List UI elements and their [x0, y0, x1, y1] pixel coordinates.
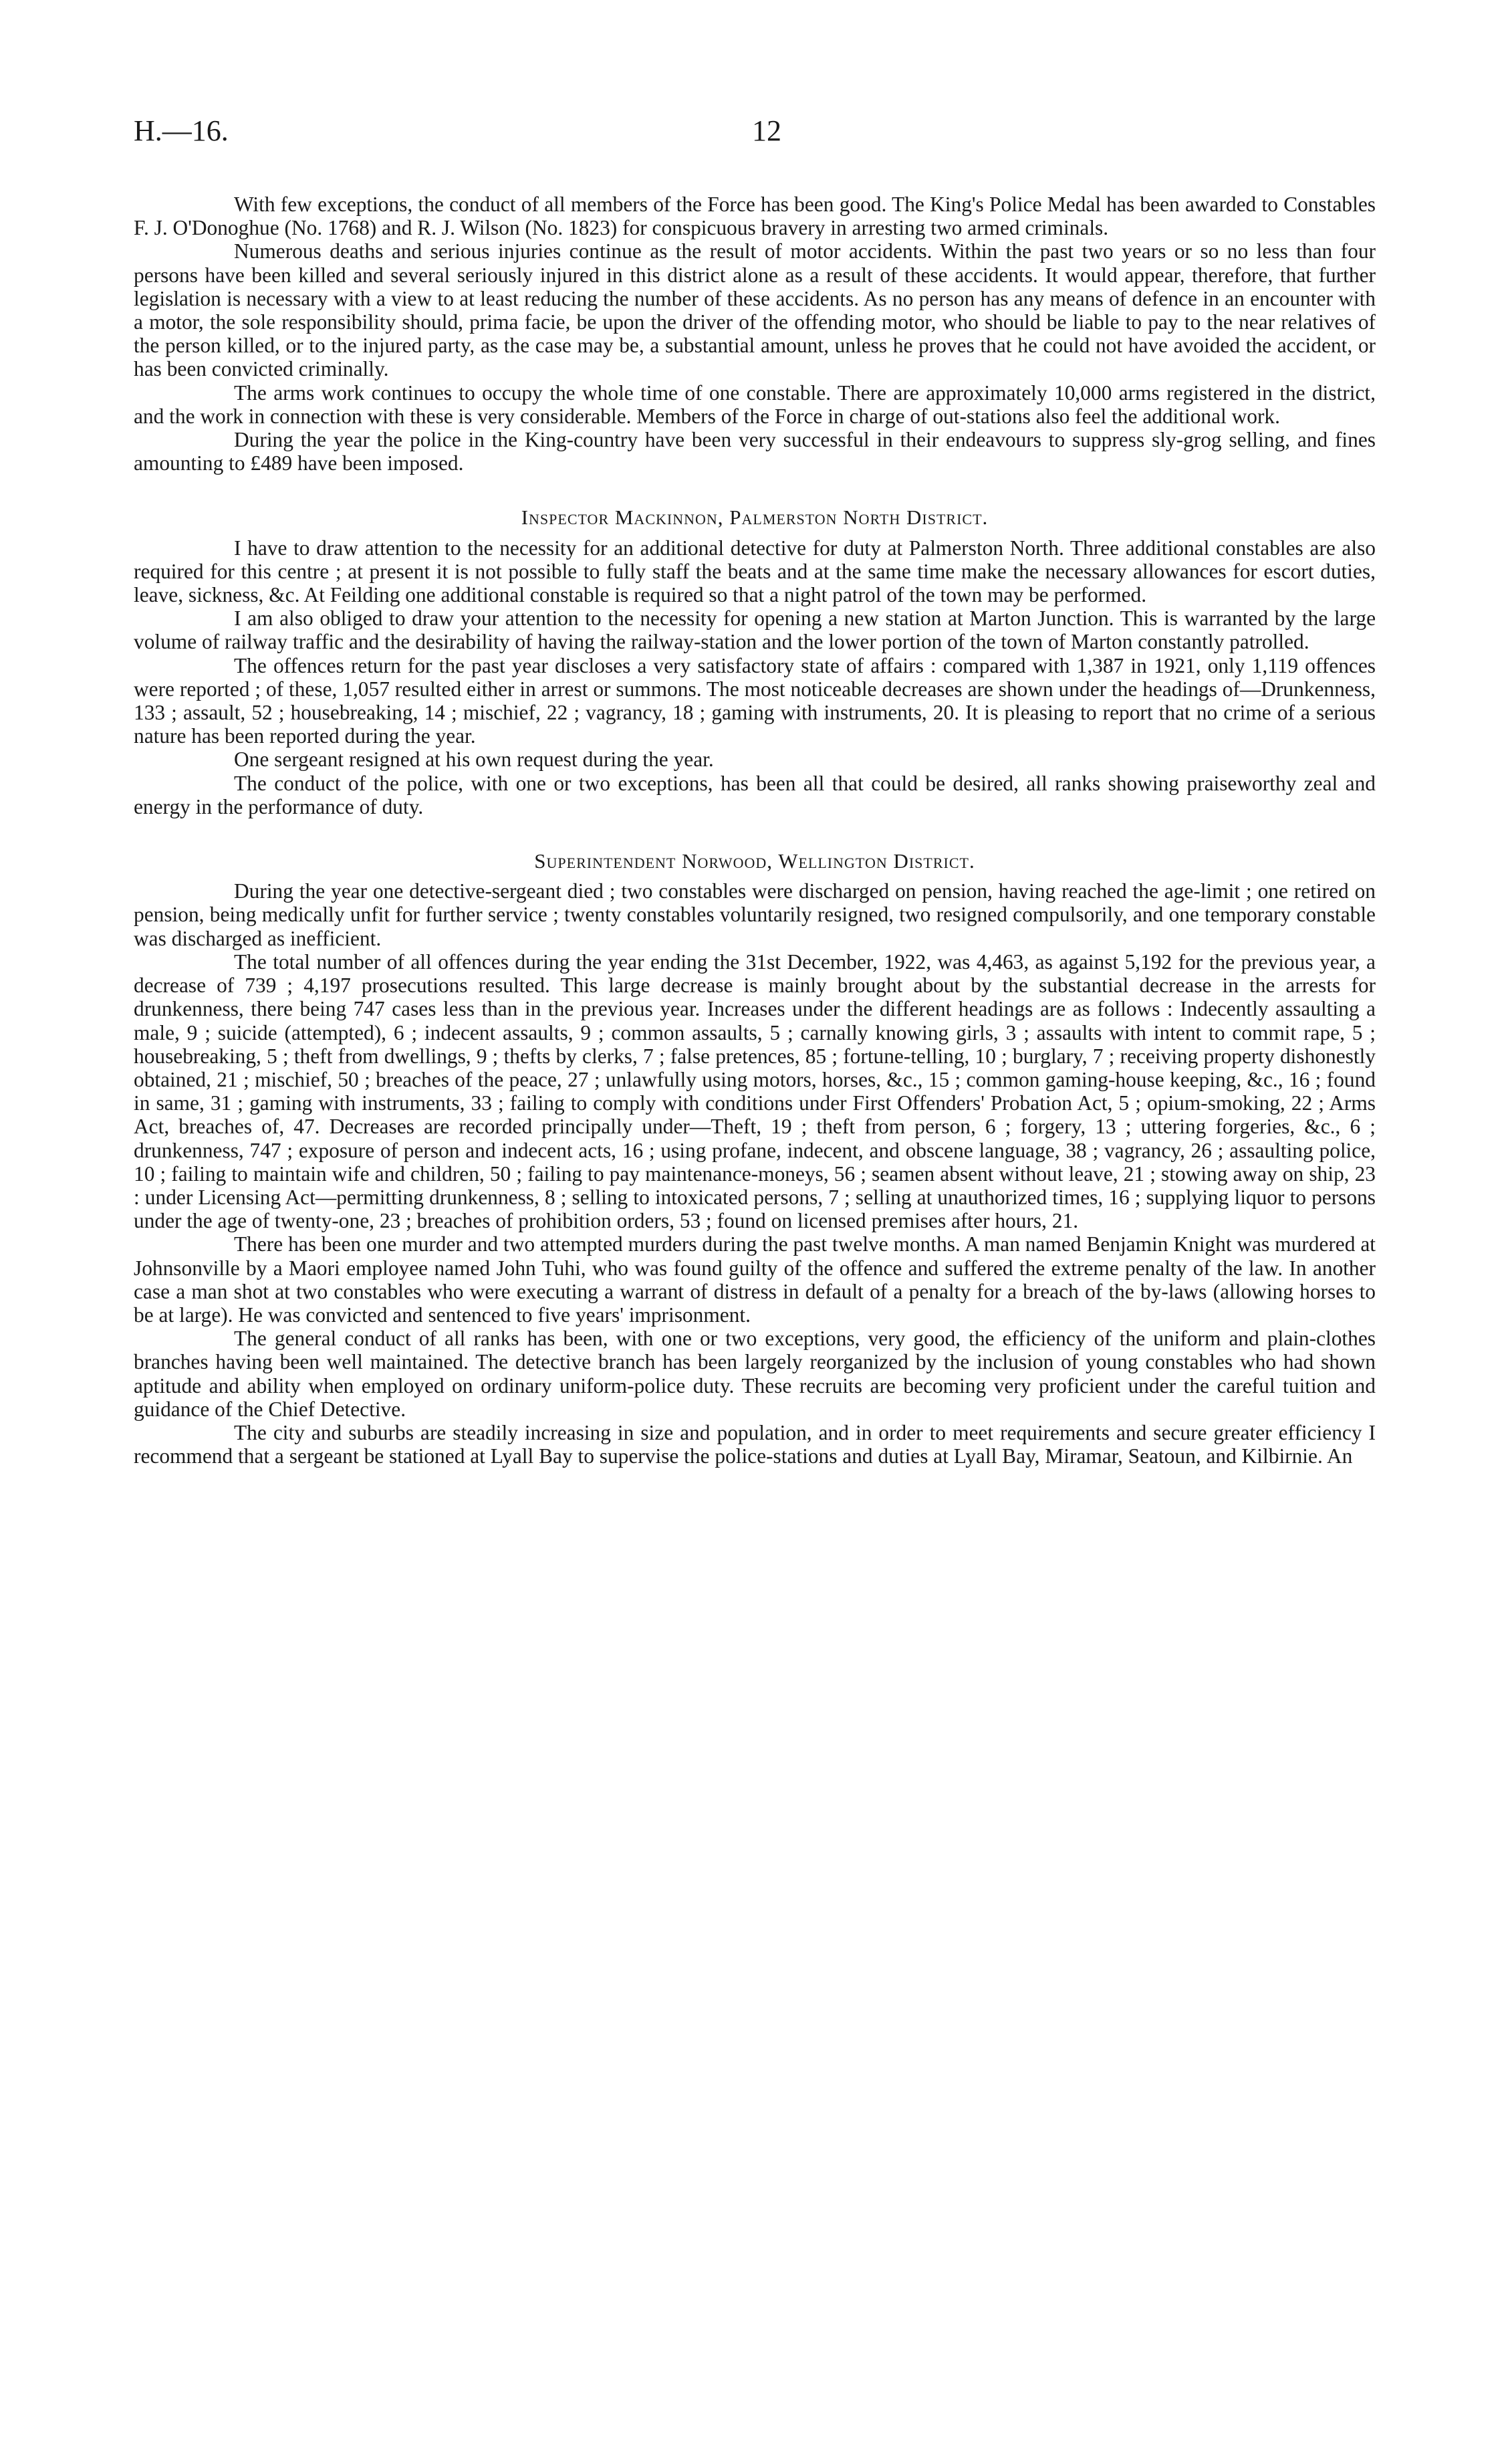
paragraph: During the year the police in the King-country have been very successful in their endeavours to suppress sly-grog selling, and fines amounting to £489 have been imposed. — [134, 428, 1376, 475]
document-reference: H.—16. — [134, 114, 229, 147]
paragraph: One sergeant resigned at his own request during the year. — [234, 748, 714, 772]
paragraph: The total number of all offences during the year ending the 31st December, 1922, was 4,463, as against 5,192 for the previous year, a decrease of 739 ; 4,197 prosecutions resulted. This large decrease is mainly brought about by the substantial decrease in the arrests for drunkenness, there being 747 cases less than in the previous year. Increases under the different headings are as follows : Indecently assaulting a male, 9 ; suicide (attempted), 6 ; indecent assaults, 9 ; common assaults, 5 ; carnally knowing girls, 3 ; assaults with intent to commit rape, 5 ; housebreaking, 5 ; theft from dwellings, 9 ; thefts by clerks, 7 ; false pretences, 85 ; fortune-telling, 10 ; burglary, 7 ; receiving property dishonestly obtained, 21 ; mischief, 50 ; breaches of the peace, 27 ; unlawfully using motors, horses, &c., 15 ; common gaming-house keeping, &c., 16 ; found in same, 31 ; gaming with instruments, 33 ; failing to comply with conditions under First Offenders' Probation Act, 5 ; opium-smoking, 22 ; Arms Act, breaches of, 47. Decreases are recorded principally under—Theft, 19 ; theft from person, 6 ; forgery, 13 ; uttering forgeries, &c., 6 ; drunkenness, 747 ; exposure of person and indecent acts, 16 ; using profane, indecent, and obscene language, 38 ; vagrancy, 26 ; assaulting police, 10 ; failing to maintain wife and children, 50 ; failing to pay maintenance-moneys, 56 ; seamen absent without leave, 21 ; stowing away on ship, 23 : under Licensing Act—permitting drunkenness, 8 ; selling to intoxicated persons, 7 ; selling at unauthorized times, 16 ; supplying liquor to persons under the age of twenty-one, 23 ; breaches of prohibition orders, 53 ; found on licensed premises after hours, 21. — [134, 949, 1376, 1233]
palmerston-north-section — [134, 506, 1376, 818]
paragraph: The offences return for the past year discloses a very satisfactory state of affairs : compared with 1,387 in 1921, only 1,119 offences were reported ; of these, 1,057 resulted either in arrest or summons. The most noticeable decreases are shown under the headings of—Drunkenness, 133 ; assault, 52 ; housebreaking, 14 ; mischief, 22 ; vagrancy, 18 ; gaming with instruments, 20. It is pleasing to report that no crime of a serious nature has been reported during the year. — [134, 653, 1376, 748]
paragraph: The conduct of the police, with one or two exceptions, has been all that could be desired, all ranks showing praiseworthy zeal and energy in the performance of duty. — [134, 771, 1376, 818]
paragraph: I am also obliged to draw your attention to the necessity for opening a new station at Marton Junction. This is warranted by the large volume of railway traffic and the desirability of having the railway-station and the lower portion of the town of Marton constantly patrolled. — [134, 606, 1376, 654]
section-heading: Superintendent Norwood, Wellington District. — [534, 849, 975, 873]
wellington-section — [134, 849, 1376, 1468]
body-text — [134, 193, 1376, 1468]
paragraph: During the year one detective-sergeant died ; two constables were discharged on pension, having reached the age-limit ; one retired on pension, being medically unfit for further service ; twenty constables voluntarily resigned, two resigned compulsorily, and one temporary constable was discharged as inefficient. — [134, 879, 1376, 950]
paragraph: There has been one murder and two attempted murders during the past twelve months. A man named Benjamin Knight was murdered at Johnsonville by a Maori employee named John Tuhi, who was found guilty of the offence and suffered the extreme penalty of the law. In another case a man shot at two constables who were executing a warrant of distress in default of a penalty for a breach of the by-laws (allowing horses to be at large). He was convicted and sentenced to five years' imprisonment. — [134, 1232, 1376, 1327]
section-heading: Inspector Mackinnon, Palmerston North District. — [521, 506, 989, 530]
page-number: 12 — [752, 114, 781, 147]
intro-section — [134, 193, 1376, 475]
paragraph: The arms work continues to occupy the whole time of one constable. There are approximately 10,000 arms registered in the district, and the work in connection with these is very considerable. Members of the Force in charge of out-stations also feel the additional work. — [134, 380, 1376, 428]
paragraph: The general conduct of all ranks has been, with one or two exceptions, very good, the efficiency of the uniform and plain-clothes branches having been well maintained. The detective branch has been largely reorganized by the inclusion of young constables who had shown aptitude and ability when employed on ordinary uniform-police duty. These recruits are becoming very proficient under the careful tuition and guidance of the Chief Detective. — [134, 1327, 1376, 1421]
paragraph: With few exceptions, the conduct of all members of the Force has been good. The King's Police Medal has been awarded to Constables F. J. O'Donoghue (No. 1768) and R. J. Wilson (No. 1823) for conspicuous bravery in arresting two armed criminals. — [134, 193, 1376, 240]
paragraph: I have to draw attention to the necessity for an additional detective for duty at Palmerston North. Three additional constables are also required for this centre ; at present it is not possible to fully staff the beats and at the same time make the necessary allowances for escort duties, leave, sickness, &c. At Feilding one additional constable is required so that a night patrol of the town may be performed. — [134, 536, 1376, 607]
paragraph: The city and suburbs are steadily increasing in size and population, and in order to meet requirements and secure greater efficiency I recommend that a sergeant be stationed at Lyall Bay to supervise the police-stations and duties at Lyall Bay, Miramar, Seatoun, and Kilbirnie. An — [134, 1420, 1376, 1468]
page-header — [134, 114, 1377, 154]
paragraph: Numerous deaths and serious injuries continue as the result of motor accidents. Within the past two years or so no less than four persons have been killed and several seriously injured in this district alone as a result of these accidents. It would appear, therefore, that further legislation is necessary with a view to at least reducing the number of these accidents. As no person has any means of defence in an encounter with a motor, the sole responsibility should, prima facie, be upon the driver of the offending motor, who should be liable to pay to the near relatives of the person killed, or to the injured party, as the case may be, a substantial amount, unless he proves that he could not have avoided the accident, or has been convicted criminally. — [134, 239, 1376, 381]
